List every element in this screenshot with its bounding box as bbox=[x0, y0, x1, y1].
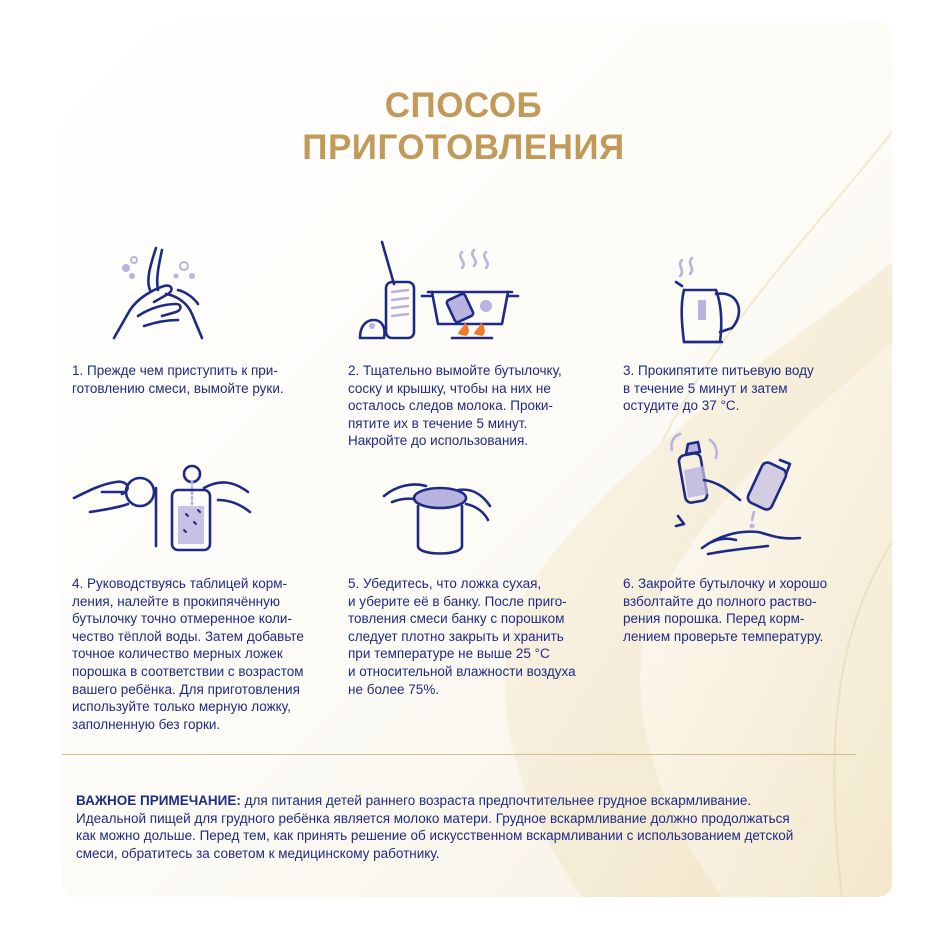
bottle-brush-and-boiling-pot-icon bbox=[352, 238, 520, 346]
important-note-label: ВАЖНОЕ ПРИМЕЧАНИЕ: bbox=[76, 793, 241, 808]
step-6-text: 6. Закройте бутылочку и хорошо взболтайте до полного раство- рения порошка. Перед корм- лением проверьте температуру. bbox=[623, 576, 828, 644]
kettle-icon bbox=[672, 256, 750, 348]
step-1-text: 1. Прежде чем приступить к при- готовлению смеси, вымойте руки. bbox=[72, 363, 284, 396]
page-title-line-2: ПРИГОТОВЛЕНИЯ bbox=[302, 128, 625, 167]
important-note bbox=[76, 792, 846, 862]
page-title-line-1: СПОСОБ bbox=[384, 86, 543, 125]
step-5-text: 5. Убедитесь, что ложка сухая, и уберите её в банку. После приго- товления смеси банку с порошком следует плотно закрыть и хранить при температуре не выше 25 °С и относительной влажности воздуха не более 75%. bbox=[348, 576, 576, 697]
measuring-scoop-and-bottle-icon bbox=[72, 464, 252, 554]
shaking-bottle-and-wrist-test-icon bbox=[668, 430, 802, 562]
closing-can-icon bbox=[382, 476, 492, 558]
washing-hands-icon bbox=[108, 246, 208, 342]
step-3-text: 3. Прокипятите питьевую воду в течение 5 минут и затем остудите до 37 °С. bbox=[623, 363, 814, 414]
section-divider bbox=[62, 754, 856, 755]
step-2-text: 2. Тщательно вымойте бутылочку, соску и крышку, чтобы на них не осталось следов молока. Прoки- пятите их в течение 5 минут. Накройте до использования. bbox=[348, 363, 562, 449]
step-4-text: 4. Руководствуясь таблицей корм- ления, налейте в прокипячённую бутылочку точно отмеренное коли- чество тёплой воды. Затем добавьте точное количество мерных ложек порошка в соответствии с возрастом вашего ребёнка. Для приготовления используйте только мерную ложку, заполненную без горки. bbox=[72, 576, 304, 732]
important-note-text: для питания детей раннего возраста предпочтительнее грудное вскармливание. Идеальной пищей для грудного ребёнка является молоко матери. Грудное вскармливание должно продолжаться как можно дольше. Перед тем, как принять решение об искусственном вскармливании с использованием детской смеси, обратитесь за советом к медицинскому работнику. bbox=[76, 793, 794, 861]
